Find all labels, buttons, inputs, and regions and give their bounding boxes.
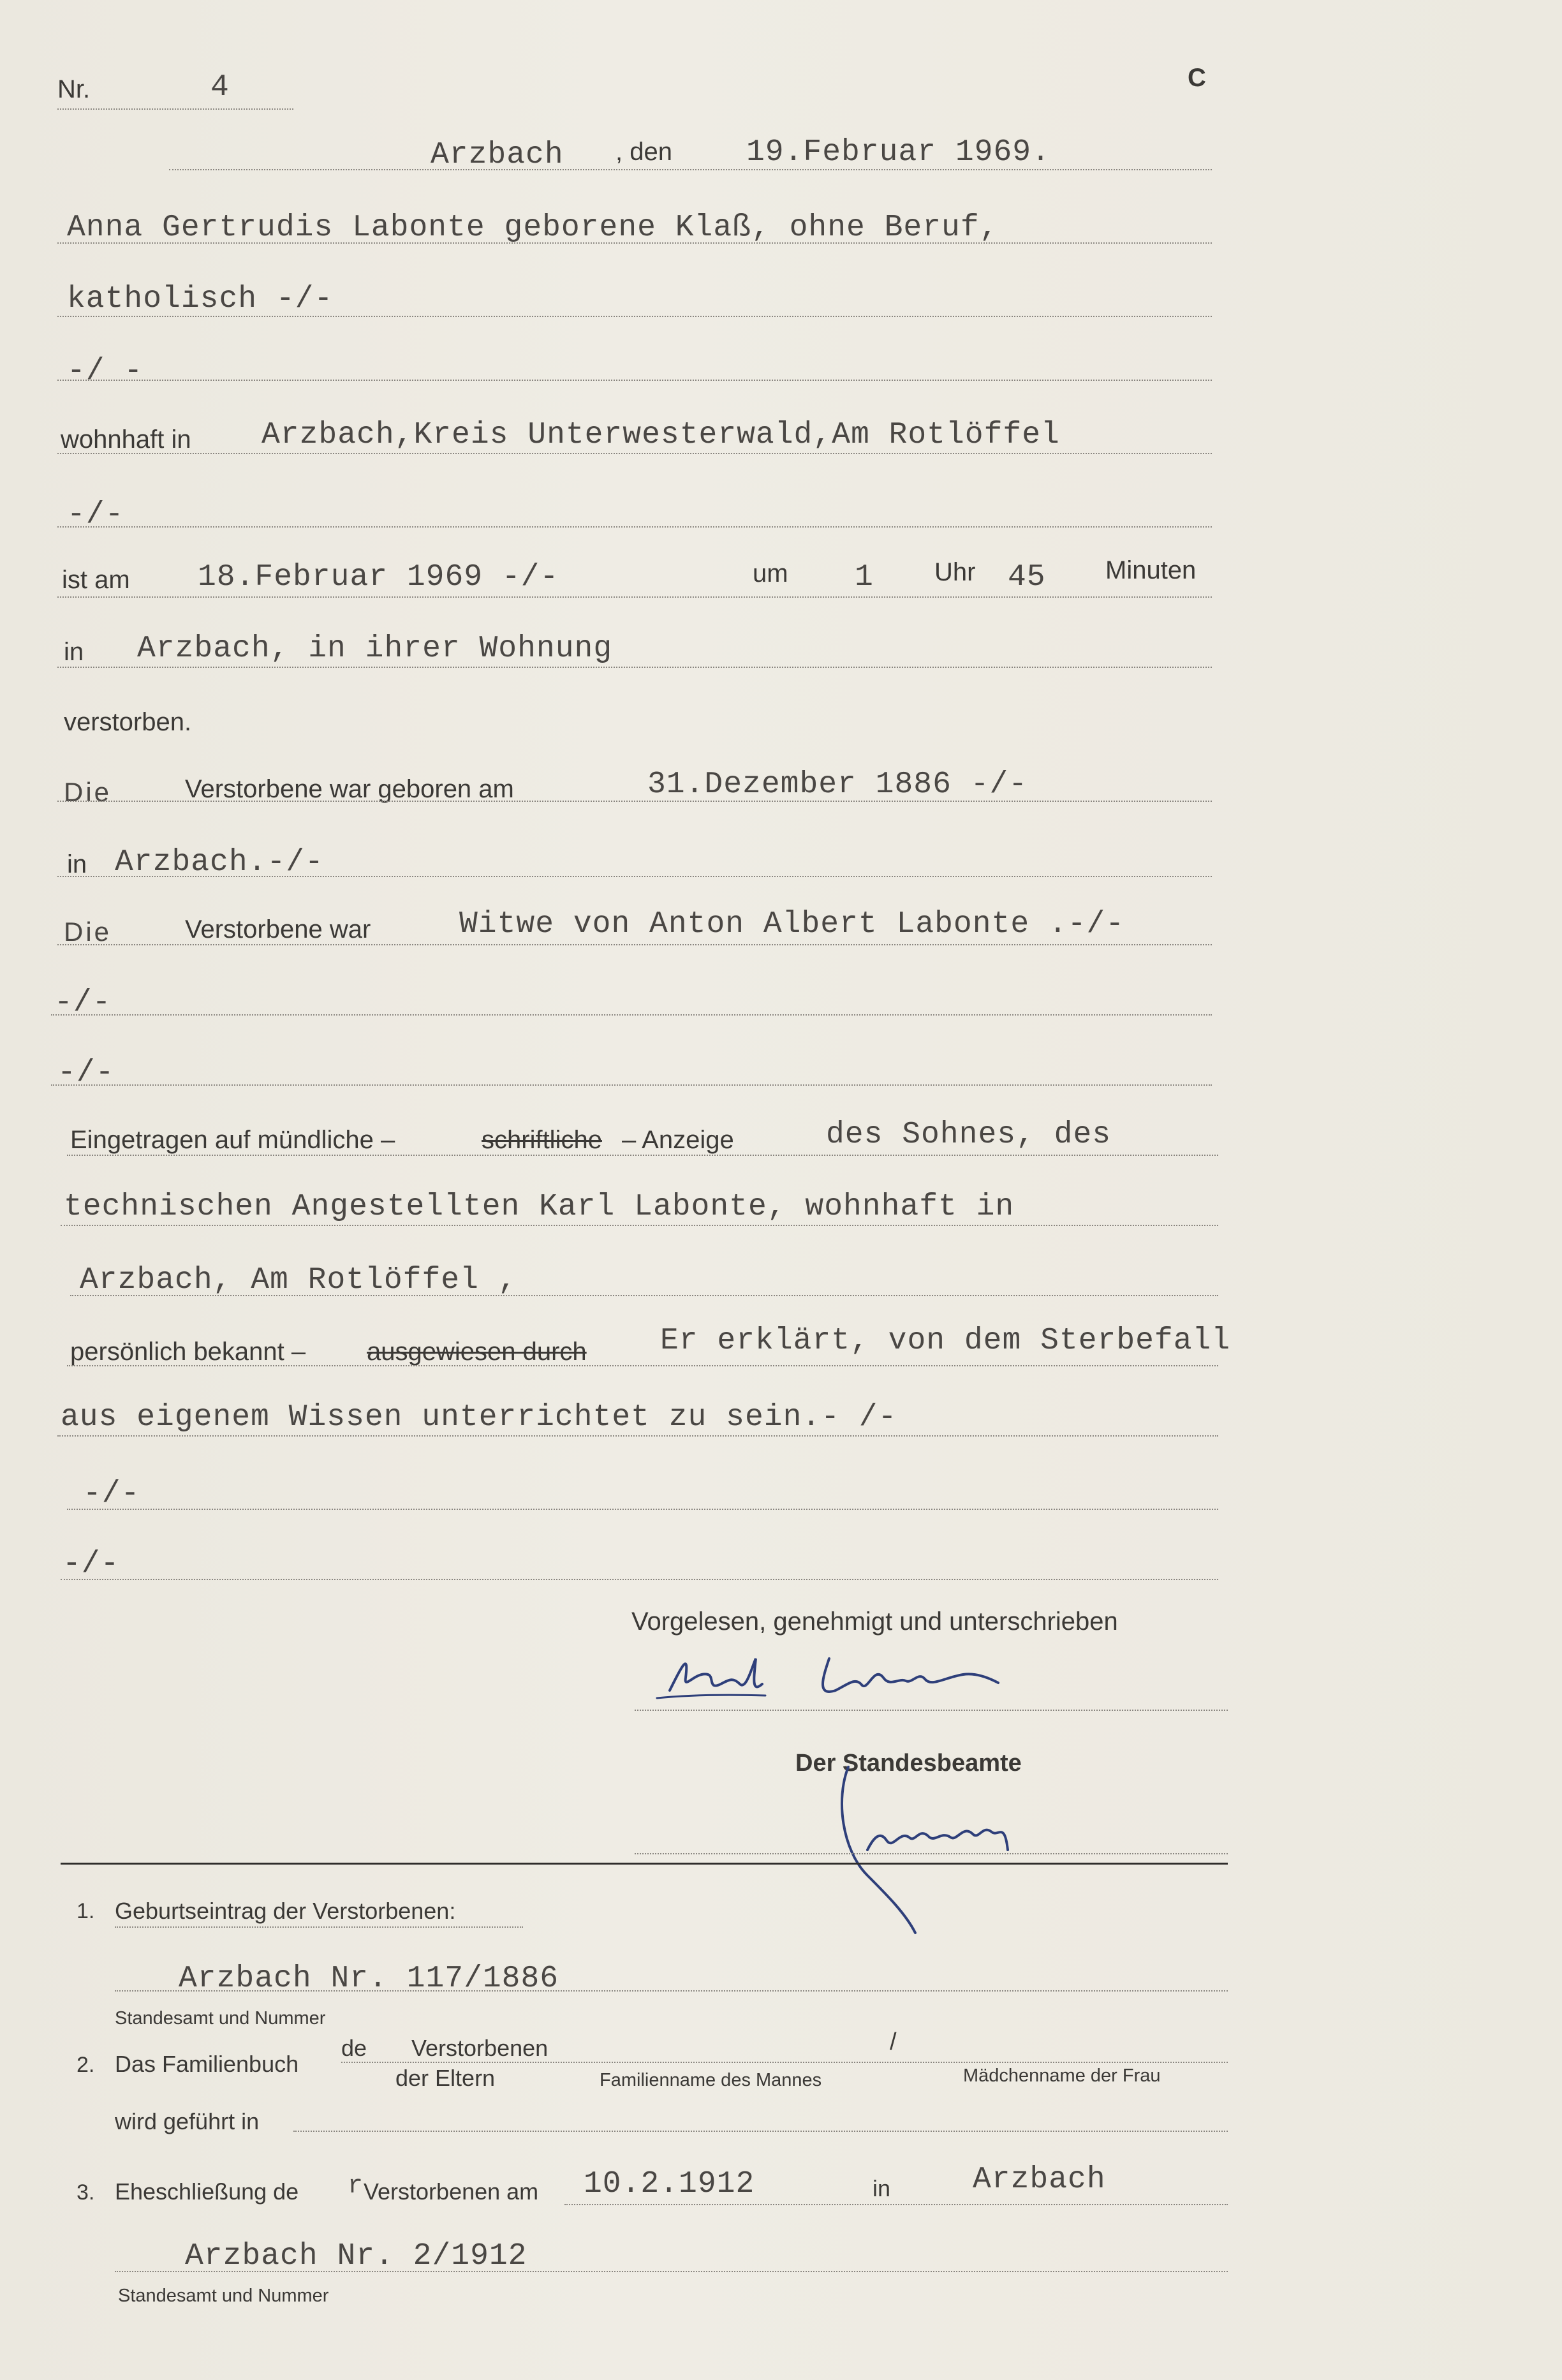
item3-caption: Standesamt und Nummer: [118, 2286, 329, 2306]
registration-value5: aus eigenem Wissen unterrichtet zu sein.- /-: [61, 1400, 897, 1435]
read-approved: Vorgelesen, genehmigt und unterschrieben: [631, 1608, 1118, 1636]
item3-value-underline: [115, 2271, 1228, 2272]
item3-place: Arzbach: [973, 2162, 1106, 2197]
birth-in-label: in: [67, 850, 87, 878]
minutes-value: 45: [1008, 560, 1046, 595]
item1-value-underline: [115, 1990, 1228, 1992]
place: Arzbach: [431, 138, 564, 172]
letter-c: C: [1188, 64, 1206, 92]
item1-caption: Standesamt und Nummer: [115, 2008, 326, 2029]
registrar-label: Der Standesbeamte: [795, 1750, 1022, 1777]
line3-underline: [57, 380, 1212, 381]
item3-value: Arzbach Nr. 2/1912: [185, 2239, 527, 2273]
death-date: 18.Februar 1969 -/-: [198, 560, 559, 595]
address-underline: [57, 453, 1212, 454]
registration-value3: Arzbach, Am Rotlöffel ,: [80, 1263, 517, 1297]
minuten-label: Minuten: [1105, 556, 1197, 584]
verstorben-label: verstorben.: [64, 708, 192, 736]
registration-underline2: [61, 1225, 1218, 1226]
line3: -/ -: [67, 354, 144, 388]
item2-num: 2.: [77, 2053, 95, 2077]
marital-line1-underline: [51, 1014, 1212, 1016]
item2-slash: /: [890, 2029, 897, 2055]
registration-underline7: [61, 1579, 1218, 1580]
registration-label-a: Eingetragen auf mündliche –: [70, 1126, 395, 1154]
item3-label: Eheschließung de: [115, 2178, 299, 2205]
name-underline: [57, 242, 1212, 244]
item1-num: 1.: [77, 1899, 95, 1923]
item1-label-underline: [115, 1926, 523, 1928]
marital-line2-underline: [51, 1084, 1212, 1086]
um-label: um: [753, 559, 788, 588]
signature-karl-labonte: [644, 1639, 1014, 1716]
registration-underline6: [67, 1509, 1218, 1510]
registration-underline4: [67, 1365, 1218, 1366]
registration-line6: -/-: [83, 1477, 140, 1511]
registration-value2: technischen Angestellten Karl Labonte, wohnhaft in: [64, 1190, 1015, 1224]
birth-date: 31.Dezember 1886 -/-: [647, 767, 1028, 802]
registration-underline3: [70, 1295, 1218, 1296]
birth-place-underline: [57, 876, 1212, 877]
nr-underline: [57, 108, 293, 110]
item3-in: in: [873, 2175, 891, 2201]
uhr-label: Uhr: [934, 558, 976, 586]
wohnhaft-label: wohnhaft in: [61, 425, 191, 454]
religion: katholisch -/-: [67, 282, 334, 316]
registration-struck: schriftliche: [482, 1126, 602, 1154]
date-underline: [169, 169, 1212, 170]
registration-underline5: [57, 1435, 1218, 1437]
birth-place: Arzbach.-/-: [115, 845, 324, 880]
registration-underline1: [67, 1155, 1218, 1156]
registration-value4: Er erklärt, von dem Sterbefall: [660, 1324, 1231, 1358]
item2-eltern: der Eltern: [395, 2065, 496, 2091]
item1-value: Arzbach Nr. 117/1886: [179, 1962, 559, 1996]
hour: 1: [855, 560, 874, 595]
marital-line1: -/-: [54, 986, 112, 1020]
death-in-label: in: [64, 638, 84, 666]
registration-label-b: – Anzeige: [622, 1126, 734, 1154]
item3-num: 3.: [77, 2180, 95, 2205]
marital-value: Witwe von Anton Albert Labonte .-/-: [459, 907, 1125, 942]
date: 19.Februar 1969.: [746, 135, 1050, 170]
birth-label: Verstorbene war geboren am: [185, 775, 514, 803]
item3-underline: [564, 2204, 1228, 2205]
death-place-underline: [57, 667, 1212, 668]
line5: -/-: [67, 498, 124, 532]
registrar-signature: [829, 1761, 1059, 1939]
signature-underline: [635, 1710, 1228, 1711]
known-label: persönlich bekannt –: [70, 1338, 306, 1366]
death-place: Arzbach, in ihrer Wohnung: [137, 632, 613, 666]
item2-de: de: [341, 2035, 367, 2061]
item2-verstorbenen: Verstorbenen: [411, 2035, 549, 2061]
nr-value: 4: [210, 70, 230, 105]
marital-label: Verstorbene war: [185, 915, 371, 943]
registration-line7: -/-: [63, 1547, 120, 1581]
address: Arzbach,Kreis Unterwesterwald,Am Rotlöffel: [262, 418, 1060, 452]
nr-label: Nr.: [57, 75, 91, 103]
item1-label: Geburtseintrag der Verstorbenen:: [115, 1898, 456, 1924]
footer-divider: [61, 1863, 1228, 1865]
birth-die: Die: [64, 777, 112, 807]
marital-line2: -/-: [57, 1056, 115, 1090]
item2-bottom-underline: [293, 2131, 1228, 2132]
marital-die: Die: [64, 917, 112, 947]
item2-label: Das Familienbuch: [115, 2051, 299, 2077]
line5-underline: [57, 526, 1212, 528]
den-label: , den: [615, 138, 672, 166]
item3-verst: Verstorbenen am: [364, 2178, 539, 2205]
registrar-underline: [635, 1853, 1228, 1854]
name-line: Anna Gertrudis Labonte geborene Klaß, ohne Beruf,: [67, 211, 999, 245]
item2-frau: Mädchenname der Frau: [963, 2066, 1161, 2086]
item3-date: 10.2.1912: [584, 2167, 755, 2201]
item2-wird: wird geführt in: [115, 2108, 260, 2134]
birth-underline: [57, 801, 1212, 802]
death-date-underline: [57, 596, 1212, 598]
item2-top-underline: [341, 2062, 1228, 2063]
religion-underline: [57, 316, 1212, 317]
item3-r: r: [348, 2172, 364, 2201]
ist-am-label: ist am: [62, 566, 130, 594]
known-struck: ausgewiesen durch: [367, 1338, 587, 1366]
item2-mann: Familienname des Mannes: [600, 2070, 822, 2090]
registration-value1: des Sohnes, des: [826, 1118, 1112, 1152]
marital-underline: [57, 944, 1212, 945]
